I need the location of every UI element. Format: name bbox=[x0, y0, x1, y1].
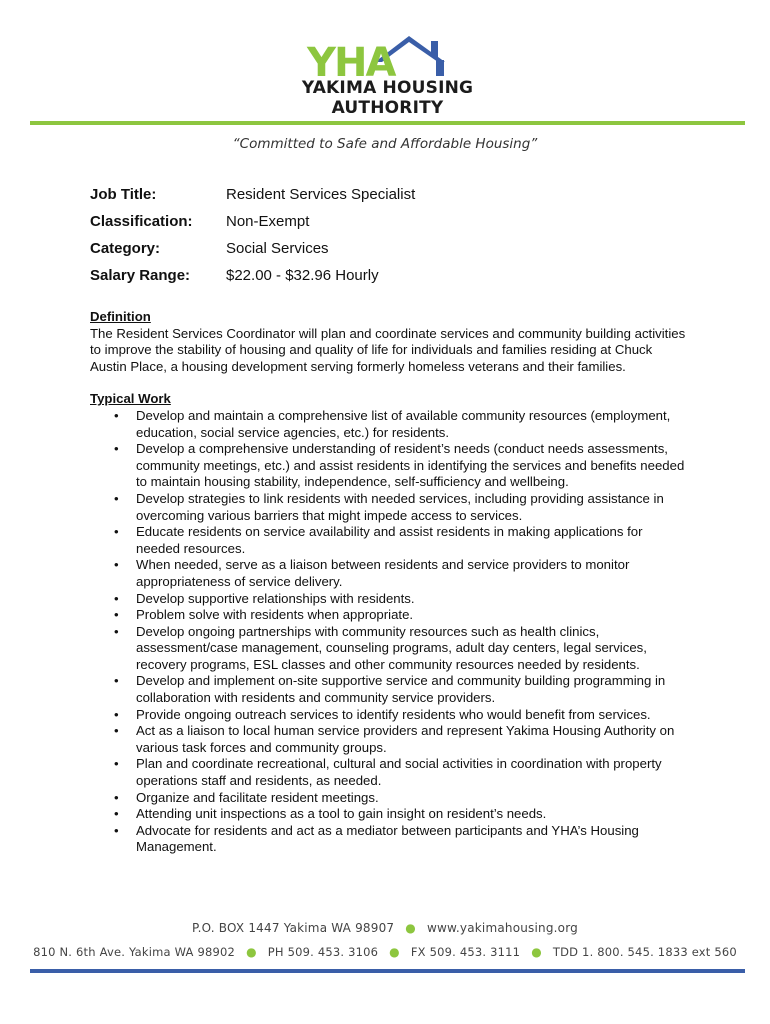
footer-contact-line1 bbox=[0, 921, 770, 935]
tagline: “Committed to Safe and Affordable Housing” bbox=[232, 136, 538, 152]
organization-name bbox=[300, 78, 475, 118]
classification-label: Classification: bbox=[90, 213, 193, 230]
separator-dot-icon: ● bbox=[531, 945, 542, 959]
org-name-line2: AUTHORITY bbox=[331, 98, 444, 118]
list-item: • When needed, serve as a liaison between residents and service providers to monitor appropriateness of service delivery. bbox=[136, 557, 690, 590]
footer-website-link[interactable]: www.yakimahousing.org bbox=[426, 921, 578, 935]
salary-range-row bbox=[90, 267, 690, 294]
org-name-line1: YAKIMA HOUSING bbox=[301, 78, 474, 98]
house-roof-icon bbox=[305, 32, 480, 82]
list-item: • Develop ongoing partnerships with community resources such as health clinics, assessment/case management, counseling programs, adult day centers, legal services, recovery programs, ESL classes and other community resources needed by residents. bbox=[136, 624, 690, 674]
job-title-label: Job Title: bbox=[90, 186, 157, 203]
list-item: • Develop and implement on-site supportive service and community building programming in collaboration with residents and community service providers. bbox=[136, 673, 690, 706]
category-value: Social Services bbox=[226, 240, 329, 257]
list-item: • Advocate for residents and act as a mediator between participants and YHA’s Housing Management. bbox=[136, 823, 690, 856]
list-item: • Attending unit inspections as a tool to gain insight on resident’s needs. bbox=[136, 806, 690, 823]
definition-heading: Definition bbox=[90, 309, 151, 324]
separator-dot-icon: ● bbox=[405, 921, 416, 935]
footer-po-box: P.O. BOX 1447 Yakima WA 98907 bbox=[192, 921, 395, 935]
list-item: • Provide ongoing outreach services to identify residents who would benefit from services. bbox=[136, 707, 690, 724]
typical-work-list bbox=[90, 408, 690, 856]
separator-dot-icon: ● bbox=[246, 945, 257, 959]
definition-text: The Resident Services Coordinator will plan and coordinate services and community building activities to improve the stability of housing and quality of life for individuals and families residing at Chuck Austin Place, a housing development serving formerly homeless veterans and their families. bbox=[90, 325, 686, 374]
footer-fax: FX 509. 453. 3111 bbox=[410, 945, 521, 959]
header-divider bbox=[30, 121, 745, 125]
list-item: • Act as a liaison to local human service providers and represent Yakima Housing Authority on various task forces and community groups. bbox=[136, 723, 690, 756]
list-item: • Develop and maintain a comprehensive list of available community resources (employment, education, social service agencies, etc.) for residents. bbox=[136, 408, 690, 441]
footer-tdd: TDD 1. 800. 545. 1833 ext 560 bbox=[552, 945, 737, 959]
job-description bbox=[90, 309, 690, 856]
footer-address: 810 N. 6th Ave. Yakima WA 98902 bbox=[33, 945, 236, 959]
category-row bbox=[90, 240, 690, 267]
classification-value: Non-Exempt bbox=[226, 213, 310, 230]
list-item: • Educate residents on service availability and assist residents in making applications for needed resources. bbox=[136, 524, 690, 557]
separator-dot-icon: ● bbox=[389, 945, 400, 959]
footer-phone: PH 509. 453. 3106 bbox=[267, 945, 379, 959]
list-item: • Develop a comprehensive understanding of resident’s needs (conduct needs assessments, community meetings, etc.) and assist residents in identifying the services and benefits needed to maintain housing stability, independence, self-sufficiency and wellbeing. bbox=[136, 441, 690, 491]
list-item: • Organize and facilitate resident meetings. bbox=[136, 790, 690, 807]
salary-range-label: Salary Range: bbox=[90, 267, 191, 284]
logo-letters: YHA bbox=[307, 40, 395, 82]
list-item: • Plan and coordinate recreational, cultural and social activities in coordination with property operations staff and residents, as needed. bbox=[136, 756, 690, 789]
classification-row bbox=[90, 213, 690, 240]
list-item: • Problem solve with residents when appropriate. bbox=[136, 607, 690, 624]
job-info-table bbox=[90, 186, 690, 294]
footer-contact-line2 bbox=[0, 945, 770, 959]
salary-range-value: $22.00 - $32.96 Hourly bbox=[226, 267, 379, 284]
footer-divider bbox=[30, 969, 745, 973]
job-title-value: Resident Services Specialist bbox=[226, 186, 416, 203]
category-label: Category: bbox=[90, 240, 161, 257]
list-item: • Develop supportive relationships with residents. bbox=[136, 591, 690, 608]
job-title-row bbox=[90, 186, 690, 213]
list-item: • Develop strategies to link residents with needed services, including providing assistance in overcoming various barriers that might impede access to services. bbox=[136, 491, 690, 524]
typical-work-heading: Typical Work bbox=[90, 391, 171, 407]
